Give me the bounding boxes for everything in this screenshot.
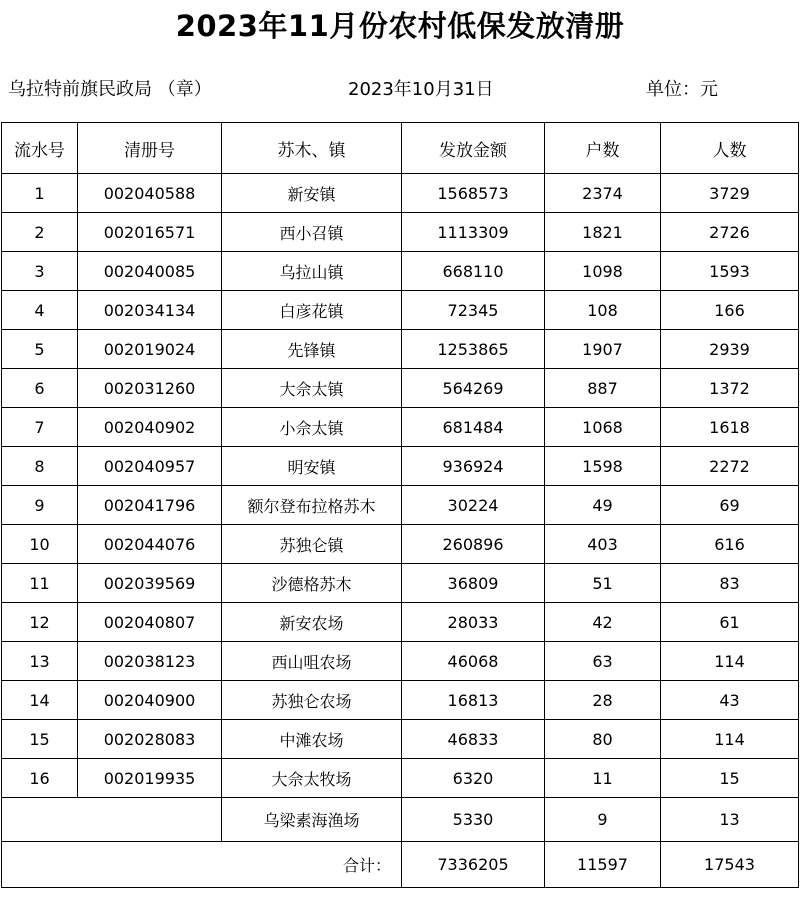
cell-amount: 30224 bbox=[402, 486, 545, 525]
table-body bbox=[2, 174, 799, 888]
cell-households: 1598 bbox=[545, 447, 661, 486]
cell-amount: 668110 bbox=[402, 252, 545, 291]
table-row bbox=[2, 525, 799, 564]
header-people: 人数 bbox=[661, 123, 799, 174]
cell-town: 小佘太镇 bbox=[222, 408, 402, 447]
cell-amount: 16813 bbox=[402, 681, 545, 720]
cell-people: 15 bbox=[661, 759, 799, 798]
cell-people: 1372 bbox=[661, 369, 799, 408]
cell-households: 49 bbox=[545, 486, 661, 525]
document-title: 2023年11月份农村低保发放清册 bbox=[175, 9, 625, 43]
cell-serial-number: 7 bbox=[2, 408, 78, 447]
cell-people: 2939 bbox=[661, 330, 799, 369]
cell-households: 108 bbox=[545, 291, 661, 330]
cell-town: 大佘太牧场 bbox=[222, 759, 402, 798]
cell-people: 114 bbox=[661, 720, 799, 759]
cell-people: 43 bbox=[661, 681, 799, 720]
cell-serial-number: 5 bbox=[2, 330, 78, 369]
cell-households: 11 bbox=[545, 759, 661, 798]
cell-register-number: 002041796 bbox=[78, 486, 222, 525]
cell-empty bbox=[2, 798, 222, 842]
cell-people: 166 bbox=[661, 291, 799, 330]
header-town: 苏木、镇 bbox=[222, 123, 402, 174]
cell-households: 9 bbox=[545, 798, 661, 842]
cell-serial-number: 6 bbox=[2, 369, 78, 408]
cell-register-number: 002034134 bbox=[78, 291, 222, 330]
table-row bbox=[2, 447, 799, 486]
cell-town: 中滩农场 bbox=[222, 720, 402, 759]
currency-unit: 单位：元 bbox=[646, 79, 718, 100]
issue-date: 2023年10月31日 bbox=[348, 79, 494, 100]
cell-amount: 46068 bbox=[402, 642, 545, 681]
cell-people: 3729 bbox=[661, 174, 799, 213]
table-row bbox=[2, 603, 799, 642]
table-row bbox=[2, 174, 799, 213]
cell-amount: 1113309 bbox=[402, 213, 545, 252]
cell-town: 乌梁素海渔场 bbox=[222, 798, 402, 842]
table-row bbox=[2, 681, 799, 720]
header-register-number: 清册号 bbox=[78, 123, 222, 174]
cell-town: 大佘太镇 bbox=[222, 369, 402, 408]
cell-register-number: 002019024 bbox=[78, 330, 222, 369]
cell-register-number: 002040902 bbox=[78, 408, 222, 447]
cell-register-number: 002044076 bbox=[78, 525, 222, 564]
cell-amount: 5330 bbox=[402, 798, 545, 842]
cell-households: 80 bbox=[545, 720, 661, 759]
table-row bbox=[2, 642, 799, 681]
total-label: 合计： bbox=[2, 842, 402, 888]
table-row bbox=[2, 564, 799, 603]
table-row bbox=[2, 252, 799, 291]
issuing-office: 乌拉特前旗民政局 （章） bbox=[8, 79, 212, 100]
cell-people: 114 bbox=[661, 642, 799, 681]
cell-people: 2726 bbox=[661, 213, 799, 252]
header-serial-number: 流水号 bbox=[2, 123, 78, 174]
cell-households: 1821 bbox=[545, 213, 661, 252]
cell-town: 额尔登布拉格苏木 bbox=[222, 486, 402, 525]
table-row bbox=[2, 486, 799, 525]
cell-register-number: 002016571 bbox=[78, 213, 222, 252]
cell-serial-number: 13 bbox=[2, 642, 78, 681]
cell-people: 13 bbox=[661, 798, 799, 842]
cell-serial-number: 1 bbox=[2, 174, 78, 213]
cell-serial-number: 3 bbox=[2, 252, 78, 291]
cell-serial-number: 8 bbox=[2, 447, 78, 486]
header-households: 户数 bbox=[545, 123, 661, 174]
cell-town: 西山咀农场 bbox=[222, 642, 402, 681]
cell-town: 先锋镇 bbox=[222, 330, 402, 369]
table-row bbox=[2, 408, 799, 447]
table-row bbox=[2, 759, 799, 798]
cell-register-number: 002040957 bbox=[78, 447, 222, 486]
cell-serial-number: 14 bbox=[2, 681, 78, 720]
cell-register-number: 002028083 bbox=[78, 720, 222, 759]
cell-households: 42 bbox=[545, 603, 661, 642]
cell-town: 新安农场 bbox=[222, 603, 402, 642]
cell-amount: 936924 bbox=[402, 447, 545, 486]
cell-amount: 28033 bbox=[402, 603, 545, 642]
cell-register-number: 002038123 bbox=[78, 642, 222, 681]
cell-town: 白彦花镇 bbox=[222, 291, 402, 330]
cell-serial-number: 10 bbox=[2, 525, 78, 564]
cell-households: 51 bbox=[545, 564, 661, 603]
cell-amount: 72345 bbox=[402, 291, 545, 330]
cell-amount: 6320 bbox=[402, 759, 545, 798]
cell-serial-number: 12 bbox=[2, 603, 78, 642]
table-row-fishery bbox=[2, 798, 799, 842]
cell-town: 新安镇 bbox=[222, 174, 402, 213]
cell-register-number: 002031260 bbox=[78, 369, 222, 408]
table-row bbox=[2, 213, 799, 252]
cell-register-number: 002040900 bbox=[78, 681, 222, 720]
cell-people: 2272 bbox=[661, 447, 799, 486]
cell-amount: 46833 bbox=[402, 720, 545, 759]
total-people: 17543 bbox=[661, 842, 799, 888]
cell-serial-number: 11 bbox=[2, 564, 78, 603]
cell-serial-number: 16 bbox=[2, 759, 78, 798]
header-amount: 发放金额 bbox=[402, 123, 545, 174]
cell-households: 63 bbox=[545, 642, 661, 681]
total-households: 11597 bbox=[545, 842, 661, 888]
cell-people: 616 bbox=[661, 525, 799, 564]
cell-people: 69 bbox=[661, 486, 799, 525]
cell-serial-number: 2 bbox=[2, 213, 78, 252]
cell-amount: 260896 bbox=[402, 525, 545, 564]
cell-people: 1593 bbox=[661, 252, 799, 291]
table-row bbox=[2, 369, 799, 408]
cell-households: 1907 bbox=[545, 330, 661, 369]
cell-people: 61 bbox=[661, 603, 799, 642]
table-header-row bbox=[2, 123, 799, 174]
table-row bbox=[2, 291, 799, 330]
cell-register-number: 002039569 bbox=[78, 564, 222, 603]
cell-households: 28 bbox=[545, 681, 661, 720]
cell-amount: 564269 bbox=[402, 369, 545, 408]
table-row bbox=[2, 720, 799, 759]
cell-amount: 681484 bbox=[402, 408, 545, 447]
cell-town: 苏独仑镇 bbox=[222, 525, 402, 564]
cell-amount: 1253865 bbox=[402, 330, 545, 369]
cell-amount: 36809 bbox=[402, 564, 545, 603]
cell-register-number: 002040588 bbox=[78, 174, 222, 213]
total-amount: 7336205 bbox=[402, 842, 545, 888]
cell-register-number: 002040085 bbox=[78, 252, 222, 291]
allowance-table bbox=[1, 122, 799, 888]
cell-people: 1618 bbox=[661, 408, 799, 447]
cell-households: 1098 bbox=[545, 252, 661, 291]
cell-households: 1068 bbox=[545, 408, 661, 447]
cell-town: 西小召镇 bbox=[222, 213, 402, 252]
table-row bbox=[2, 330, 799, 369]
cell-town: 明安镇 bbox=[222, 447, 402, 486]
cell-town: 沙德格苏木 bbox=[222, 564, 402, 603]
cell-register-number: 002040807 bbox=[78, 603, 222, 642]
cell-serial-number: 15 bbox=[2, 720, 78, 759]
cell-town: 乌拉山镇 bbox=[222, 252, 402, 291]
cell-households: 2374 bbox=[545, 174, 661, 213]
cell-town: 苏独仑农场 bbox=[222, 681, 402, 720]
cell-households: 887 bbox=[545, 369, 661, 408]
cell-register-number: 002019935 bbox=[78, 759, 222, 798]
cell-serial-number: 4 bbox=[2, 291, 78, 330]
cell-households: 403 bbox=[545, 525, 661, 564]
cell-amount: 1568573 bbox=[402, 174, 545, 213]
cell-serial-number: 9 bbox=[2, 486, 78, 525]
cell-people: 83 bbox=[661, 564, 799, 603]
table-row-total bbox=[2, 842, 799, 888]
